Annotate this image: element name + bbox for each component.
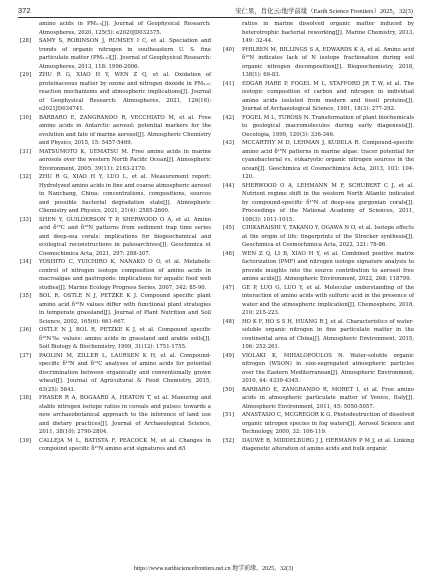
reference-item: [20, 326, 211, 352]
reference-number: [30]: [20, 114, 31, 121]
reference-item: [20, 114, 211, 148]
reference-text: EDGAR HARE P, FOGEL M L, STAFFORD JR T W, et al. The isotopic composition of carbon and nitrogen in individual amino acids isolated from modern and fossil proteins[J]. Journal of Archaeological Science, 1991, 18(3): 277-292.: [242, 80, 414, 112]
reference-number: [48]: [223, 318, 234, 325]
reference-item: [20, 437, 211, 454]
reference-item: [223, 224, 414, 250]
reference-number: [49]: [223, 352, 234, 359]
reference-text: BARBARO E, ZANGRANDO R, VECCHIATO M, et al. Free amino acids in Antarctic aerosol: potential markers for the evolution and fate of marine aerosol[J]. Atmospheric Chemistry and Physics, 2015, 15: 5457-5469.: [39, 114, 211, 146]
reference-number: [36]: [20, 327, 31, 333]
reference-item: [223, 386, 414, 412]
reference-item: [223, 250, 414, 284]
reference-text: SAMY S, ROBINSON J, RUMSEY I C, et al. Speciation and trends of organic nitrogen in southeastern U. S. fine particulate matter (PM₂.₅)[J]. Journal of Geophysical Research: Atmospheres, 2013, 118: 1996-2006.: [39, 38, 211, 70]
reference-item: [20, 292, 211, 326]
reference-number: [45]: [223, 225, 234, 231]
reference-number: [50]: [223, 386, 234, 393]
reference-text: SHEN Y, GUILDERSON T P, SHERWOOD O A, et al. Amino acid δ¹³C and δ¹⁵N patterns from sediment trap time series and deep-sea corals: implications for biogeochemical and ecological reconstructions in paleoarchives[J]. Geochimica et Cosmochimica Acta, 2021, 297: 288-307.: [39, 216, 211, 257]
reference-number: [51]: [223, 412, 234, 418]
reference-number: [34]: [20, 259, 31, 265]
reference-text: MATSUMOTO K, UEMATSU M. Free amino acids in marine aerosols over the western North Pacific Ocean[J]. Atmospheric Environment, 2005, 39(11): 2163-2170.: [39, 148, 211, 172]
reference-item: [223, 437, 414, 454]
reference-number: [29]: [20, 72, 31, 78]
reference-item: [20, 173, 211, 216]
reference-number: [38]: [20, 395, 31, 401]
reference-number: [42]: [223, 114, 234, 121]
reference-item: [223, 352, 414, 386]
reference-text: VIOLAKI K, MIHALOPOULOS N. Water-soluble organic nitrogen (WSON) in size-segregated atmospheric particles over the Eastern Mediterranean[J]. Atmospheric Environment, 2010, 44: 4339-4345.: [242, 352, 414, 384]
reference-item: [20, 258, 211, 292]
reference-text: BOL R, OSTLE N J, PETZKE K J. Compound specific plant amino acid δ¹⁵N values differ with functional plant strategies in temperate grassland[J]. Journal of Plant Nutrition and Soil Science, 2002, 165(6): 661-667.: [39, 293, 211, 325]
reference-text: SHERWOOD O A, LEHMANN M F, SCHUBERT C J, et al. Nutrient regime shift in the western North Atlantic indicated by compound-specific δ¹⁵N of deep-sea gorgonian corals[J]. Proceedings of the National Academy of Sciences, 2011, 108(3): 1011-1015.: [242, 182, 414, 223]
reference-item: [20, 71, 211, 114]
reference-number: [47]: [223, 284, 234, 291]
reference-text: HO K F, HO S S H, HUANG R J, et al. Characteristics of water-soluble organic nitrogen in fine particulate matter in the continental area of China[J]. Atmospheric Environment, 2015, 106: 252-261.: [242, 318, 414, 350]
running-title: 宋仁果，肖化云/地学前缘（Earth Science Frontiers）2025，32(3): [235, 8, 413, 15]
reference-item: [20, 148, 211, 174]
reference-text: PHILBEN M, BILLINGS S A, EDWARDS K A, et al. Amino acid δ¹⁵N indicates lack of N isotope fractionation during soil organic nitrogen decomposition[J]. Biogeochemistry, 2018, 138(1): 69-83.: [242, 46, 414, 78]
reference-text: BARBARO E, ZANGRANDO R, MORET I, et al. Free amino acids in atmospheric particulate matter of Venice, Italy[J]. Atmospheric Environment, 2011, 45: 5050-5057.: [242, 386, 414, 410]
reference-number: [40]: [223, 46, 234, 53]
reference-number: [52]: [223, 437, 234, 444]
reference-number: [32]: [20, 174, 31, 180]
reference-item: [223, 139, 414, 182]
reference-text: ZHU R G, XIAO H Y, LUO L, et al. Measurement report: Hydrolyzed amino acids in fine and coarse atmospheric aerosol in Nanchang, China: concentrations, compositions, sources and possible bacterial degradation state[J]. Atmospheric Chemistry and Physics, 2021, 21(4): 2585-2600.: [39, 174, 211, 214]
reference-item: [20, 37, 211, 71]
reference-text: DAUWE B, MIDDELBURG J J, HERMANN P M J, et al. Linking diagenetic alteration of amino acids and bulk organic: [242, 437, 414, 452]
left-column: [20, 20, 211, 454]
reference-text: ANASTASIO C, MCGREGOR K G. Photodestruction of dissolved organic nitrogen species in fog waters[J]. Aerosol Science and Technology, 2000, 32: 106-119.: [242, 412, 414, 435]
reference-number: [44]: [223, 182, 234, 189]
reference-item: [223, 182, 414, 225]
page-footer: https://www.earthsciencefrontiers.net.cn 地学前缘，2025，32(3): [133, 566, 294, 572]
header-rule: [18, 17, 413, 18]
reference-continuation: ratios in marine dissolved organic matter induced by heterotrophic bacterial reworking[J]. Marine Chemistry, 2013, 149: 32-44.: [242, 21, 414, 44]
reference-text: ZHU R G, XIAO H Y, WEN Z Q, et al. Oxidation of proteinaceous matter by ozone and nitrogen dioxide in PM₂.₅: reaction mechanisms and atmospheric implications[J]. Journal of Geophysical Research: Atmospheres, 2021, 126(16): e2021JD034741.: [39, 72, 211, 112]
reference-item: [223, 80, 414, 114]
reference-continuation: amino acids in PM₂.₅[J]. Journal of Geophysical Research: Atmospheres, 2020, 125(5): e2020JD032375.: [39, 21, 211, 36]
reference-text: FOGEL M L, TUROSS N. Transformation of plant biochemicals to geological macromolecules during early diagenesis[J]. Oecologia, 1999, 120(3): 336-346.: [242, 114, 414, 138]
reference-number: [33]: [20, 216, 31, 223]
reference-text: MCCARTHY M D, LEHMAN J, KUDELA R. Compound-specific amino acid δ¹⁵N patterns in marine algae: tracer potential for cyanobacterial vs. eukaryotic organic nitrogen sources in the ocean[J]. Geochimica et Cosmochimica Acta, 2013, 103: 104-120.: [242, 140, 414, 180]
reference-text: WEN Z Q, LI B, XIAO H Y, et al. Combined positive matrix factorization (PMF) and nitrogen isotope signature analysis to provide insights into the source contribution to aerosol free amino acids[J]. Atmospheric Environment, 2022, 268: 118799.: [242, 250, 414, 282]
reference-item: [223, 284, 414, 318]
reference-text: YOSHITO C, YUICHIRO K, NANAKO O O, et al. Metabolic control of nitrogen isotope composition of amino acids in macroalgae and gastropods: implications for aquatic food web studies[J]. Marine Ecology Progress Series, 2007, 342: 85-90.: [39, 259, 211, 291]
reference-text: GE P, LUO G, LUO Y, et al. Molecular understanding of the interaction of amino acids with sulfuric acid in the presence of water and the atmospheric implication[J]. Chemosphere, 2018, 210: 215-223.: [242, 284, 414, 316]
reference-number: [43]: [223, 140, 234, 146]
reference-number: [35]: [20, 293, 31, 299]
reference-number: [31]: [20, 148, 31, 155]
reference-text: OSTLE N J, BOL R, PETZKE K J, et al. Compound specific δ¹⁵N‰ values: amino acids in grassland and arable soils[J]. Soil Biology & Biochemistry, 1999, 31(12): 1751-1755.: [39, 327, 211, 350]
reference-text: FRASER R A, BOGAARD A, HEATON T, et al. Manuring and stable nitrogen isotope ratios in cereals and pulses: towards a new archaeobotanical approach to the inference of land use and dietary practices[J]. Journal of Archaeological Science, 2011, 38(10): 2790-2804.: [39, 395, 211, 435]
reference-text: CHIKARAISHI Y, TAKANO Y, OGAWA N O, et al. Isotope effects at the origin of life: fingerprints of the Strecker synthesis[J]. Geochimica et Cosmochimica Acta, 2022, 321: 78-86.: [242, 225, 414, 248]
reference-number: [28]: [20, 38, 31, 44]
reference-number: [37]: [20, 352, 31, 359]
page-number: 372: [18, 6, 31, 15]
reference-item: [20, 394, 211, 437]
reference-item: [20, 216, 211, 259]
reference-item: [223, 411, 414, 437]
reference-item: [223, 114, 414, 140]
reference-number: [39]: [20, 437, 31, 444]
reference-item: [223, 318, 414, 352]
reference-item: [20, 352, 211, 395]
reference-number: [46]: [223, 250, 234, 257]
reference-number: [41]: [223, 80, 234, 87]
reference-item: [223, 46, 414, 80]
right-column: [223, 20, 414, 454]
reference-text: CALLEJA M L, BATISTA F, PEACOCK M, et al. Changes in compound specific δ¹⁵N amino acid signatures and d/l: [39, 437, 211, 452]
reference-text: PAOLINI M, ZILLER L, LAURSEN K H, et al. Compound-specific δ¹⁵N and δ¹³C analyses of amino acids for potential discrimination between organically and conventionally grown wheat[J]. Journal of Agricultural & Food Chemistry, 2015, 63(25): 5841.: [39, 352, 211, 393]
